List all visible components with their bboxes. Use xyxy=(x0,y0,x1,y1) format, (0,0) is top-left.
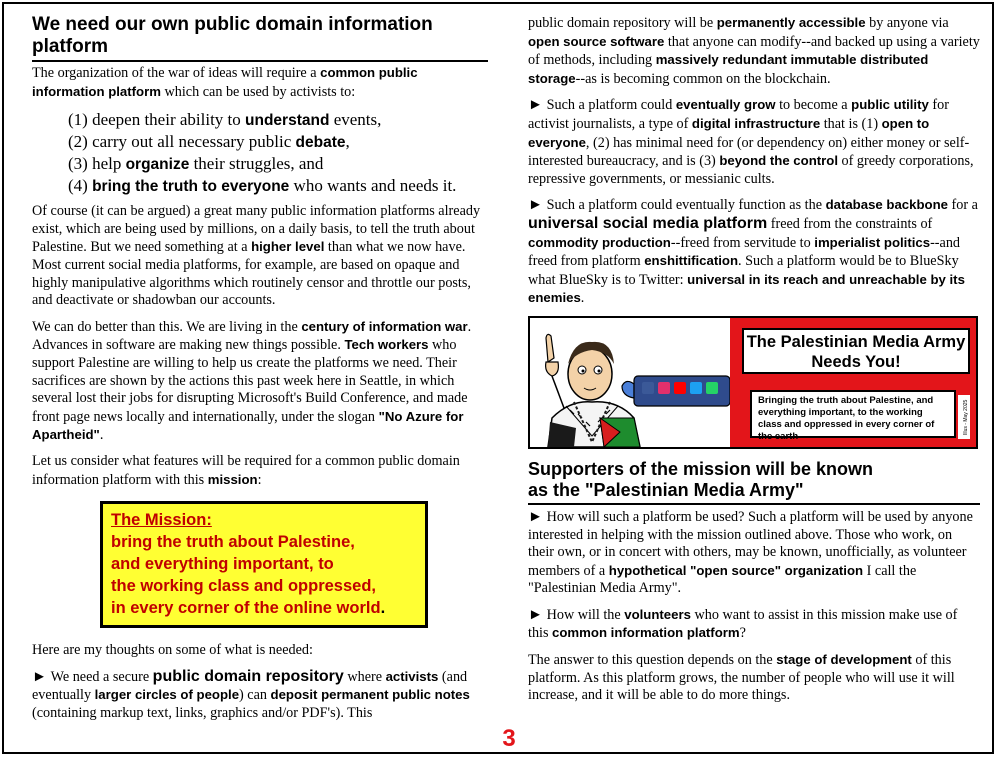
intro-paragraph xyxy=(32,64,488,101)
text-run: . xyxy=(580,290,585,307)
text-run: by anyone via xyxy=(865,15,949,31)
text-run: ) can xyxy=(239,687,271,704)
bold-run: open source software xyxy=(528,33,665,49)
mission-title: The Mission: xyxy=(111,511,212,530)
bullet-triangle-icon: ► xyxy=(32,668,51,685)
bold-run: eventually grow xyxy=(675,97,776,113)
bold-run: open to everyone xyxy=(528,115,930,150)
text-run: (4) xyxy=(68,176,93,196)
text-run: How will the xyxy=(546,606,625,623)
text-run: --and freed from platform xyxy=(528,234,961,270)
text-run: The organization of the war of ideas will require a xyxy=(32,65,321,81)
text-run: , (2) has minimal need for (or dependency on) either money or self-interested bureaucracy, and is (3) xyxy=(528,134,970,170)
text-run: who wants and needs it. xyxy=(289,176,457,196)
aim-item xyxy=(68,109,488,131)
text-run: which can be used by activists to: xyxy=(160,83,356,100)
mission-last-text: in every corner of the online world xyxy=(111,599,381,618)
bold-run: universal social media platform xyxy=(528,214,768,232)
bold-run: enshittification xyxy=(644,253,738,269)
bullet-public-utility xyxy=(528,96,980,188)
banner-credit: Illus - May 2025 xyxy=(958,395,970,439)
right-column xyxy=(528,14,980,713)
text-run: How will such a platform be used? Such a platform will be used by anyone interested in helping with the mission outlined above. Those who work, on their own, or in concert with others, may be known, unofficially, as volunteer members of a xyxy=(528,508,973,579)
text-run: Of course (it can be argued) a great many public information platforms already exist, which are being used by millions, on a daily basis, to tell the truth about Palestine. But we need something at a xyxy=(32,203,481,256)
bullet-triangle-icon: ► xyxy=(528,197,547,214)
text-run: : xyxy=(257,471,262,488)
text-run: Let us consider what features will be required for a common public domain information platform with this xyxy=(32,452,460,488)
text-run: who want to assist in this mission make use of this xyxy=(528,606,958,642)
section-subheading xyxy=(528,459,980,505)
text-run: of this platform. As this platform grows, the number of people who will use it will increase, and it will be able to do more things. xyxy=(528,652,955,704)
bold-run: public utility xyxy=(851,97,929,113)
page-heading: We need our own public domain information platform xyxy=(32,14,488,62)
bold-run: permanently accessible xyxy=(716,15,866,30)
bold-run: public domain repository xyxy=(152,667,344,685)
bold-run: volunteers xyxy=(624,606,691,622)
text-run: than what we now have. Most current social media platforms, for example, are based on opaque and highly manipulative algorithms which routinely censor and throttle our posts, and deactivate or shadowban our accounts. xyxy=(32,239,471,309)
text-run: events, xyxy=(329,110,382,130)
bullet-triangle-icon: ► xyxy=(528,97,547,114)
bold-run: "No Azure for Apartheid" xyxy=(32,408,464,443)
text-run: (and eventually xyxy=(32,668,468,704)
banner-subtitle: Bringing the truth about Palestine, and everything important, to the working class and oppressed in every corner of the earth xyxy=(750,390,956,438)
bullet-triangle-icon: ► xyxy=(528,508,547,525)
thoughts-line: Here are my thoughts on some of what is needed: xyxy=(32,642,313,659)
bullet-how-used xyxy=(528,509,980,598)
text-run: (2) carry out all necessary public xyxy=(68,132,296,152)
left-column xyxy=(32,14,488,730)
text-run: We need a secure xyxy=(50,668,153,685)
bullet-triangle-icon: ► xyxy=(528,606,547,623)
text-run: for activist journalists, a type of xyxy=(528,97,949,132)
bullet-repository xyxy=(32,668,488,723)
mission-line: and everything important, to xyxy=(111,555,334,574)
bold-run: organize xyxy=(125,156,190,174)
bold-run: massively redundant immutable distributed storage xyxy=(528,52,929,86)
text-run: We can do better than this. We are living in the xyxy=(32,318,302,335)
text-run: Such a platform could eventually function as the xyxy=(546,197,826,214)
mission-box xyxy=(100,501,428,628)
paragraph-do-better xyxy=(32,318,488,445)
text-run: . Such a platform would be to BlueSky what BlueSky is to Twitter: xyxy=(528,253,959,288)
bold-run: Tech workers xyxy=(344,337,429,353)
bullet-volunteers xyxy=(528,606,980,643)
text-run: . xyxy=(99,427,104,444)
banner-title: The Palestinian Media Army Needs You! xyxy=(742,328,970,374)
text-run: , xyxy=(345,132,350,152)
page-number: 3 xyxy=(502,725,516,752)
aim-item xyxy=(68,153,488,175)
bold-run: bring the truth to everyone xyxy=(92,178,290,196)
text-run: who support Palestine are willing to help us create the platforms we need. Their sacrifices are shown by the actions this past week here in Seattle, in which several lost their jobs for disrupting Microsoft's Build Conference, and made front page news locally and internationally, under the slogan xyxy=(32,337,468,425)
paragraph-answer xyxy=(528,651,980,705)
bold-run: database backbone xyxy=(825,197,948,213)
paragraph-features xyxy=(32,453,488,489)
bold-run: debate xyxy=(295,134,346,152)
paragraph-repository-cont xyxy=(528,14,980,88)
text-run: where xyxy=(343,668,386,685)
bold-run: common public information platform xyxy=(32,65,418,99)
bullet-database-backbone xyxy=(528,196,980,308)
text-run: ? xyxy=(739,625,746,642)
bold-run: beyond the control xyxy=(719,153,838,169)
text-run: (containing markup text, links, graphics and/or PDF's). This xyxy=(32,704,373,721)
mission-last-punct: . xyxy=(380,599,386,618)
activist-illustration xyxy=(530,318,730,447)
mission-line: bring the truth about Palestine, xyxy=(111,533,355,552)
bold-run: activists xyxy=(385,668,439,684)
media-army-banner xyxy=(528,316,978,449)
bold-run: understand xyxy=(245,112,330,130)
mission-line-last xyxy=(111,597,417,619)
bold-run: higher level xyxy=(251,239,325,255)
bold-run: commodity production xyxy=(528,234,671,250)
text-run: of greedy corporations, repressive governments, or messianic cults. xyxy=(528,153,974,187)
text-run: (3) help xyxy=(68,154,126,174)
text-run: their struggles, and xyxy=(189,154,324,174)
text-run: --freed from servitude to xyxy=(670,234,815,251)
bold-run: imperialist politics xyxy=(814,234,931,250)
bold-run: mission xyxy=(207,471,258,487)
bold-run: common information platform xyxy=(552,625,740,641)
paragraph-already-exist xyxy=(32,203,488,310)
text-run: to become a xyxy=(775,97,852,114)
text-run: freed from the constraints of xyxy=(767,215,933,232)
subheading-line-2: as the "Palestinian Media Army" xyxy=(528,479,804,500)
aim-item xyxy=(68,175,488,197)
text-run: public domain repository will be xyxy=(528,15,717,31)
subheading-line-1: Supporters of the mission will be known xyxy=(528,458,874,479)
document-page xyxy=(2,2,994,754)
bold-run: stage of development xyxy=(776,652,912,668)
text-run: I call the "Palestinian Media Army". xyxy=(528,562,917,597)
text-run: --as is becoming common on the blockchain. xyxy=(575,70,831,87)
bold-run: century of information war xyxy=(301,318,468,334)
text-run: for a xyxy=(947,197,978,214)
bold-run: universal in its reach and unreachable by its enemies xyxy=(528,271,965,306)
mission-line: the working class and oppressed, xyxy=(111,577,376,596)
text-run: The answer to this question depends on the xyxy=(528,652,777,669)
aims-list xyxy=(68,109,488,197)
text-run: (1) deepen their ability to xyxy=(68,110,246,130)
aim-item xyxy=(68,131,488,153)
text-run: that is (1) xyxy=(820,115,882,132)
bold-run: deposit permanent public notes xyxy=(270,687,470,703)
bold-run: hypothetical "open source" organization xyxy=(608,562,864,578)
text-run: . Advances in software are making new things possible. xyxy=(32,318,472,354)
bold-run: digital infrastructure xyxy=(691,115,821,131)
bold-run: larger circles of people xyxy=(94,687,240,703)
text-run: Such a platform could xyxy=(546,97,676,114)
text-run: that anyone can modify--and backed up using a variety of methods, including xyxy=(528,33,980,69)
